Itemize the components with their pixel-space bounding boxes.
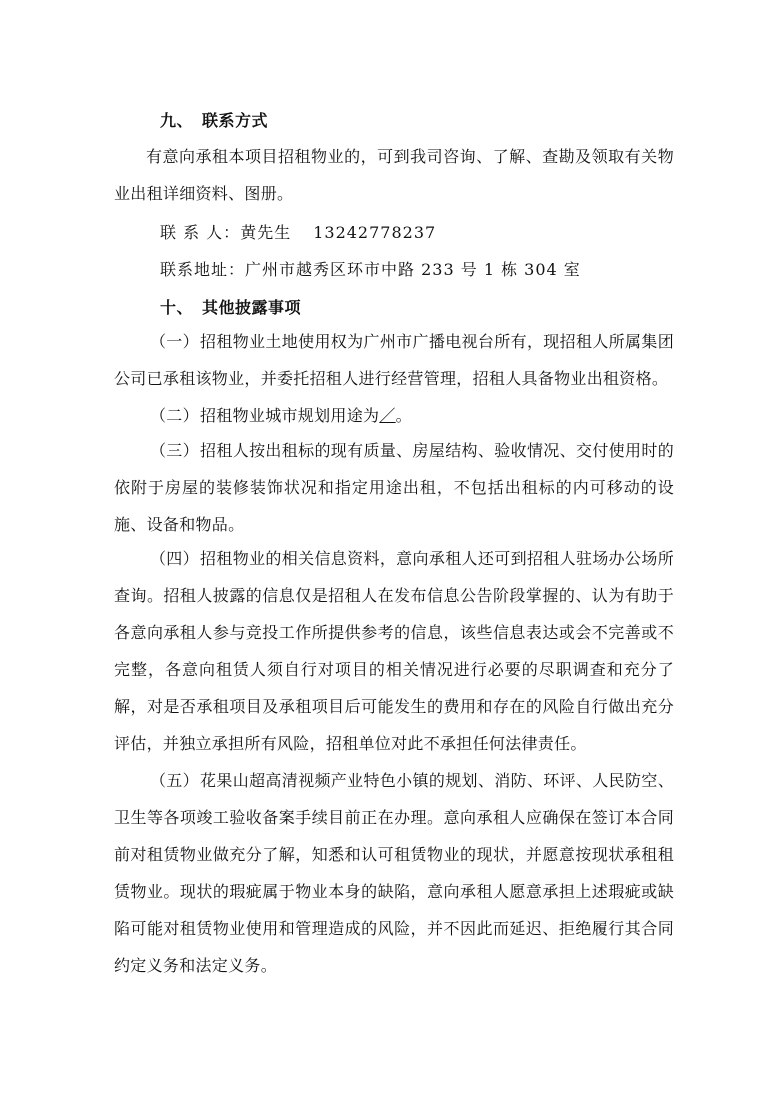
section-10-title: 其他披露事项: [202, 298, 302, 317]
disclosure-item-3-label: （三）: [150, 441, 199, 460]
disclosure-item-4-text: 招租物业的相关信息资料，意向承租人还可到招租人驻场办公场所查询。招租人披露的信息仅是招租人在发布信息公告阶段掌握的、认为有助于各意向承租人参与竞投工作所提供参考的信息，该些信息表达或会不完善或不完整，各意向租赁人须自行对项目的相关情况进行必要的尽职调查和充分了解，对是否承租项目及承租项目后可能发生的费用和存在的风险自行做出充分评估，并独立承担所有风险，招租单位对此不承担任何法律责任。: [114, 549, 674, 753]
disclosure-item-1: [114, 323, 674, 397]
contact-address: 广州市越秀区环市中路 233 号 1 栋 304 室: [245, 260, 581, 279]
contact-person-label: 联 系 人：: [160, 223, 241, 242]
section-10-heading: [160, 295, 301, 318]
contact-person-line: [160, 220, 436, 243]
section-9-paragraph: 有意向承租本项目招租物业的，可到我司咨询、了解、查勘及领取有关物业出租详细资料、图册。: [114, 147, 674, 203]
contact-address-line: [160, 257, 581, 280]
disclosure-item-3-text: 招租人按出租标的现有质量、房屋结构、验收情况、交付使用时的依附于房屋的装修装饰状况和指定用途出租，不包括出租标的内可移动的设施、设备和物品。: [114, 441, 674, 534]
section-9-heading: [160, 108, 268, 131]
disclosure-item-2-planning-use: ／: [379, 406, 396, 425]
disclosure-item-1-label: （一）: [150, 332, 199, 351]
disclosure-item-3: [114, 432, 674, 543]
disclosure-item-2-text: 招租物业城市规划用途为: [200, 406, 380, 425]
section-9-title: 联系方式: [202, 111, 269, 130]
disclosure-item-5-text: 花果山超高清视频产业特色小镇的规划、消防、环评、人民防空、卫生等各项竣工验收备案手续目前正在办理。意向承租人应确保在签订本合同前对租赁物业做充分了解，知悉和认可租赁物业的现状，并愿意按现状承租租赁物业。现状的瑕疵属于物业本身的缺陷，意向承租人愿意承担上述瑕疵或缺陷可能对租赁物业使用和管理造成的风险，并不因此而延迟、拒绝履行其合同约定义务和法定义务。: [114, 771, 674, 975]
disclosure-item-4: [114, 540, 674, 762]
disclosure-item-5-label: （五）: [150, 771, 199, 790]
section-9-number: 九、: [160, 111, 194, 130]
disclosure-item-1-text: 招租物业土地使用权为广州市广播电视台所有，现招租人所属集团公司已承租该物业，并委托招租人进行经营管理，招租人具备物业出租资格。: [114, 332, 674, 388]
disclosure-item-2: [114, 397, 674, 434]
disclosure-item-5: [114, 762, 674, 984]
disclosure-item-2-label: （二）: [150, 406, 199, 425]
disclosure-item-4-label: （四）: [150, 549, 199, 568]
contact-phone: 13242778237: [313, 223, 437, 242]
contact-person-name: 黄先生: [240, 223, 292, 242]
section-10-number: 十、: [160, 298, 194, 317]
disclosure-item-2-text-end: 。: [395, 406, 412, 425]
contact-address-label: 联系地址：: [160, 260, 246, 279]
